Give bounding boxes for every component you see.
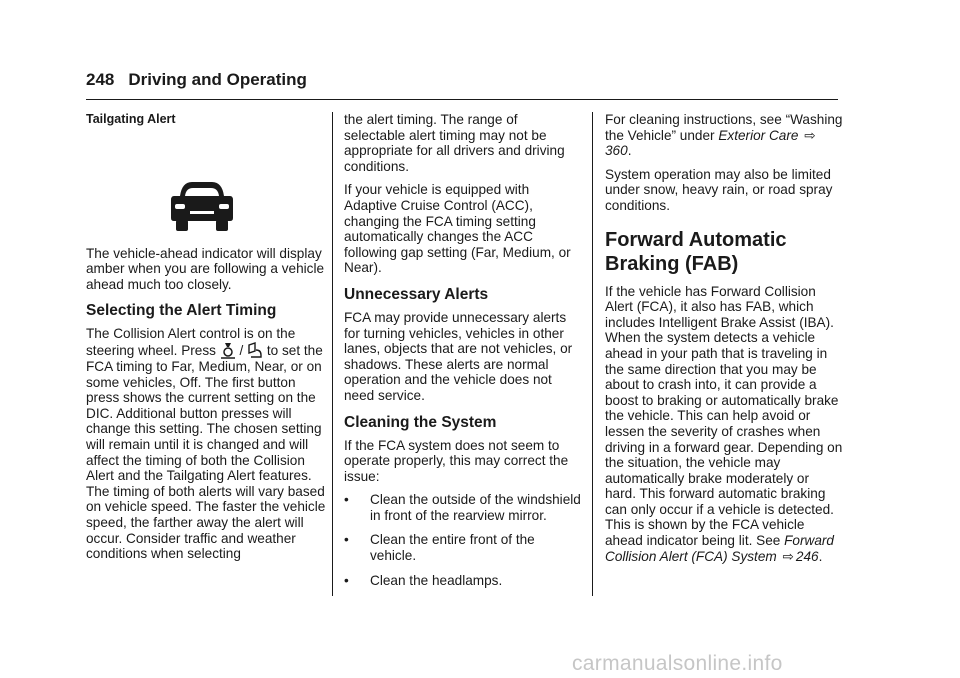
timing-text-a: The Collision Alert control is on the steering wheel. Press bbox=[86, 326, 296, 358]
fca-system-link[interactable]: Forward Collision Alert (FCA) System bbox=[605, 533, 834, 564]
see-text: See bbox=[756, 533, 785, 549]
sentence-period: . bbox=[818, 548, 823, 564]
limited-operation-paragraph: System operation may also be limited under snow, heavy rain, or road spray conditions. bbox=[605, 166, 833, 213]
timing-text-b: to set the FCA timing to Far, Medium, Near, or on some vehicles, Off. The first button press shows the current setting on the DIC. Additional button presses will change this setting. The chosen setting will remain until it is changed and will affect the timing of both the Collision Alert and the Tailgating Alert features. The timing of both alerts will vary based on vehicle speed. The faster the vehicle speed, the farther away the alert will occur. Consider traffic and weather conditions when selecting bbox=[86, 342, 326, 562]
list-item bbox=[344, 532, 582, 563]
bullet-marker: • bbox=[344, 532, 349, 548]
section-title: Driving and Operating bbox=[128, 70, 307, 89]
collision-alert-far-icon bbox=[220, 342, 236, 359]
cleaning-instructions-text: For cleaning instructions, see “Washing the Vehicle” under bbox=[605, 112, 843, 143]
collision-alert-near-icon bbox=[247, 342, 263, 359]
page-header bbox=[86, 70, 307, 90]
alert-timing-continued: the alert timing. The range of selectable alert timing may not be appropriate for all drivers and driving conditions. bbox=[344, 112, 565, 174]
page-ref-360[interactable]: 360 bbox=[605, 143, 628, 159]
list-item bbox=[344, 492, 582, 523]
list-item-text: Clean the outside of the windshield in front of the rearview mirror. bbox=[370, 492, 581, 523]
timing-separator: / bbox=[235, 342, 248, 358]
header-divider bbox=[86, 99, 838, 100]
list-item bbox=[344, 573, 582, 589]
column-divider-2 bbox=[592, 112, 593, 596]
cleaning-system-heading: Cleaning the System bbox=[344, 413, 497, 431]
fab-text: If the vehicle has Forward Collision Alert (FCA), it also has FAB, which includes Intelligent Brake Assist (IBA). When the system detects a vehicle ahead in your path that is traveling in the same direction that you may be about to crash into, it can provide a boost to braking or automatically brake the vehicle. This can help avoid or lessen the severity of crashes when driving in a forward gear. Depending on the situation, the vehicle may automatically brake moderately or hard. This forward automatic braking can only occur if a vehicle is detected. This is shown by the FCA vehicle ahead indicator being lit. bbox=[605, 283, 843, 549]
column-3 bbox=[605, 112, 843, 572]
column-2 bbox=[344, 112, 582, 597]
page-ref-arrow-icon: ⇨ bbox=[804, 127, 816, 143]
timing-paragraph bbox=[86, 326, 326, 561]
fab-paragraph bbox=[605, 284, 843, 565]
unnecessary-alerts-paragraph: FCA may provide unnecessary alerts for turning vehicles, vehicles in other lanes, objects that are not vehicles, or shadows. These alerts are normal operation and the vehicle does not need service. bbox=[344, 309, 573, 403]
vehicle-ahead-icon bbox=[170, 180, 234, 232]
bullet-marker: • bbox=[344, 492, 349, 508]
list-item-text: Clean the headlamps. bbox=[370, 572, 503, 588]
acc-paragraph: If your vehicle is equipped with Adaptive Cruise Control (ACC), changing the FCA timing setting automatically changes the ACC following gap setting (Far, Medium, or Near). bbox=[344, 182, 571, 276]
exterior-care-link[interactable]: Exterior Care bbox=[718, 127, 799, 143]
column-1 bbox=[86, 112, 326, 570]
tailgating-alert-label: Tailgating Alert bbox=[86, 112, 176, 126]
cleaning-instructions-paragraph bbox=[605, 112, 843, 159]
indicator-paragraph: The vehicle-ahead indicator will display amber when you are following a vehicle ahead much too closely. bbox=[86, 245, 325, 292]
selecting-alert-timing-heading: Selecting the Alert Timing bbox=[86, 302, 277, 320]
bullet-marker: • bbox=[344, 572, 349, 588]
watermark: carmanualsonline.info bbox=[572, 652, 783, 675]
fab-heading: Forward Automatic Braking (FAB) bbox=[605, 228, 787, 275]
cleaning-paragraph: If the FCA system does not seem to operate properly, this may correct the issue: bbox=[344, 437, 569, 484]
column-divider-1 bbox=[332, 112, 333, 596]
page-ref-arrow-icon: ⇨ bbox=[782, 548, 794, 564]
unnecessary-alerts-heading: Unnecessary Alerts bbox=[344, 285, 489, 303]
page-ref-246[interactable]: 246 bbox=[795, 548, 819, 564]
list-item-text: Clean the entire front of the vehicle. bbox=[370, 532, 535, 564]
vehicle-ahead-icon-area bbox=[86, 128, 326, 246]
page-number: 248 bbox=[86, 70, 115, 89]
sentence-period: . bbox=[627, 143, 632, 159]
